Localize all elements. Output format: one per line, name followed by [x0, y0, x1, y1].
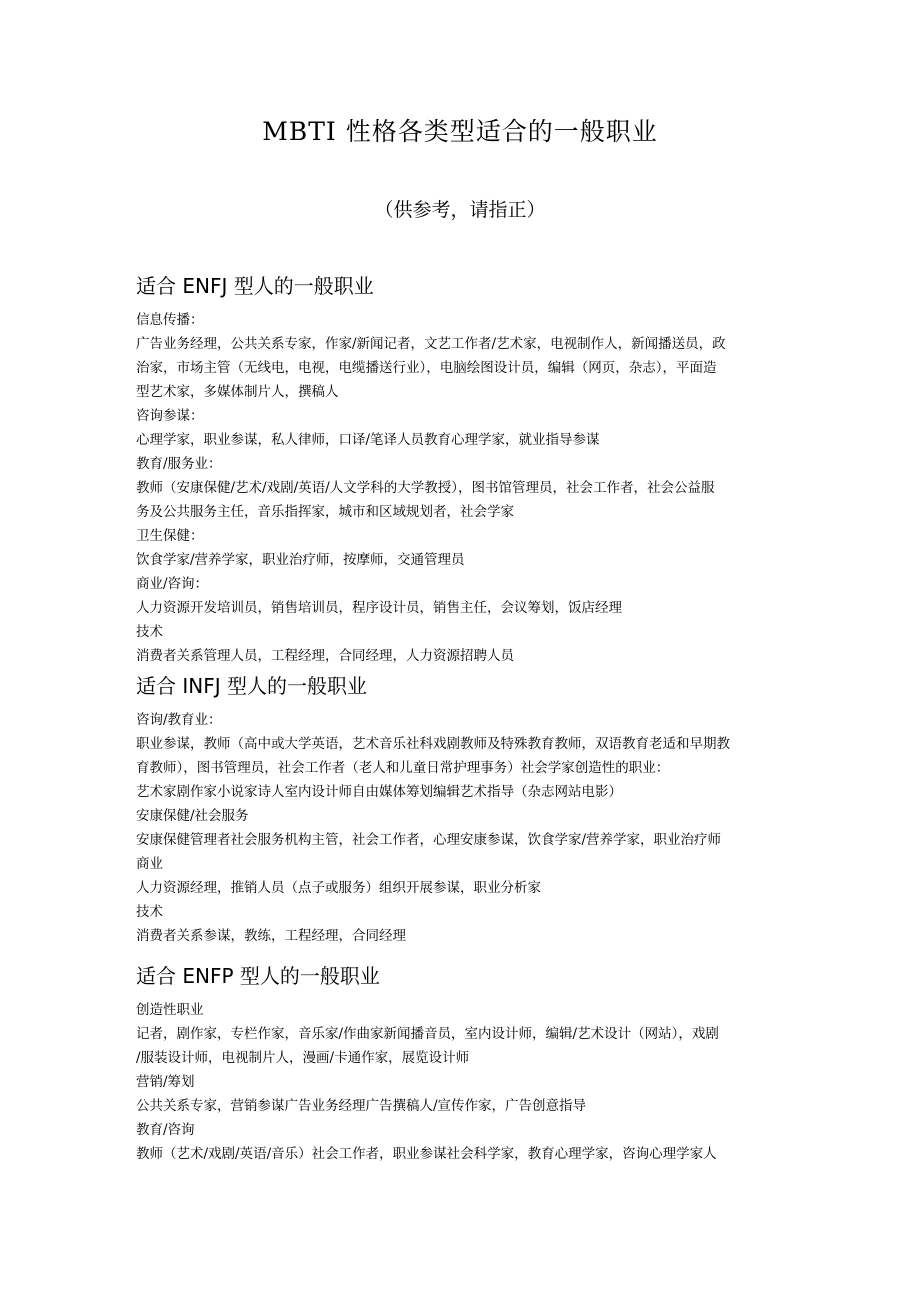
- career-list-line: 型艺术家，多媒体制片人，撰稿人: [136, 384, 339, 400]
- career-list-line: 消费者关系参谋，教练，工程经理，合同经理: [136, 928, 406, 944]
- section-heading-enfp: 适合 ENFP 型人的一般职业: [136, 964, 380, 988]
- career-list-line: 治家，市场主管（无线电，电视，电缆播送行业），电脑绘图设计员，编辑（网页，杂志），平面造: [136, 360, 717, 376]
- career-list-line: 广告业务经理，公共关系专家，作家/新闻记者，文艺工作者/艺术家，电视制作人，新闻播送员，政: [136, 336, 726, 352]
- section-enfp: [136, 960, 788, 1166]
- category-label: 教育/服务业：: [136, 456, 222, 472]
- career-list-line: /服装设计师，电视制片人，漫画/卡通作家，展览设计师: [136, 1050, 470, 1066]
- career-list-line: 饮食学家/营养学家，职业治疗师，按摩师，交通管理员: [136, 552, 465, 568]
- category-label: 咨询/教育业：: [136, 712, 222, 728]
- career-list-line: 心理学家，职业参谋，私人律师，口译/笔译人员教育心理学家，就业指导参谋: [136, 432, 600, 448]
- category-label: 商业/咨询：: [136, 576, 209, 592]
- document-subtitle: （供参考，请指正）: [374, 199, 546, 221]
- career-list-line: 消费者关系管理人员，工程经理，合同经理，人力资源招聘人员: [136, 648, 514, 664]
- category-label: 技术: [136, 624, 163, 640]
- document-title: MBTI 性格各类型适合的一般职业: [262, 117, 658, 146]
- career-list-line: 教师（安康保健/艺术/戏剧/英语/人文学科的大学教授），图书馆管理员，社会工作者，社会公益服: [136, 480, 715, 496]
- category-label: 安康保健/社会服务: [136, 808, 249, 824]
- category-label: 商业: [136, 856, 163, 872]
- category-label: 技术: [136, 904, 163, 920]
- section-heading-enfj: 适合 ENFJ 型人的一般职业: [136, 274, 374, 298]
- section-heading-infj: 适合 INFJ 型人的一般职业: [136, 674, 367, 698]
- category-label: 教育/咨询: [136, 1122, 195, 1138]
- career-list-line: 公共关系专家，营销参谋广告业务经理广告撰稿人/宣传作家，广告创意指导: [136, 1098, 587, 1114]
- category-label: 信息传播：: [136, 312, 204, 328]
- category-label: 创造性职业: [136, 1002, 204, 1018]
- category-label: 卫生保健：: [136, 528, 204, 544]
- career-list-line: 人力资源经理，推销人员（点子或服务）组织开展参谋，职业分析家: [136, 880, 541, 896]
- career-list-line: 安康保健管理者社会服务机构主管，社会工作者，心理安康参谋，饮食学家/营养学家，职业治疗师: [136, 832, 722, 848]
- career-list-line: 育教师），图书管理员，社会工作者（老人和儿童日常护理事务）社会学家创造性的职业：: [136, 760, 670, 776]
- career-list-line: 人力资源开发培训员，销售培训员，程序设计员，销售主任，会议筹划，饭店经理: [136, 600, 622, 616]
- category-label: 咨询参谋：: [136, 408, 204, 424]
- section-enfj: [136, 270, 788, 668]
- career-list-line: 记者，剧作家，专栏作家，音乐家/作曲家新闻播音员，室内设计师，编辑/艺术设计（网站），戏剧: [136, 1026, 719, 1042]
- career-list-line: 职业参谋，教师（高中或大学英语，艺术音乐社科戏剧教师及特殊教育教师，双语教育老适和早期教: [136, 736, 730, 752]
- document-body: [136, 270, 788, 1166]
- career-list-line: 艺术家剧作家小说家诗人室内设计师自由媒体筹划编辑艺术指导（杂志网站电影）: [136, 784, 622, 800]
- career-list-line: 务及公共服务主任，音乐指挥家，城市和区域规划者，社会学家: [136, 504, 514, 520]
- section-infj: [136, 670, 788, 948]
- career-list-line: 教师（艺术/戏剧/英语/音乐）社会工作者，职业参谋社会科学家，教育心理学家，咨询心理学家人: [136, 1146, 717, 1162]
- category-label: 营销/筹划: [136, 1074, 195, 1090]
